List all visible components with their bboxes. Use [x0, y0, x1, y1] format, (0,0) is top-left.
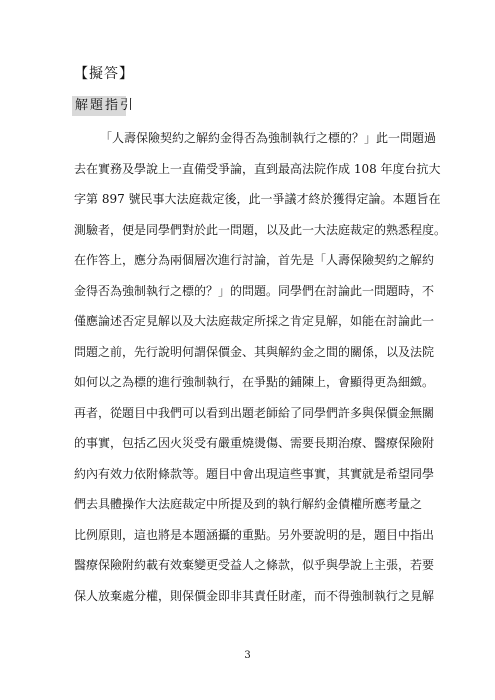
- body-line: 們去具體操作大法庭裁定中所提及到的執行解約金債權所應考量之: [74, 497, 423, 511]
- body-line: 約內有效力依附條款等。題目中會出現這些事實，其實就是希望同學: [74, 466, 435, 481]
- body-line: 僅應論述否定見解以及大法庭裁定所採之肯定見解，如能在討論此一: [74, 314, 435, 328]
- section-subheading: 解題指引: [72, 96, 126, 116]
- body-line: 測驗者，便是同學們對於此一問題，以及此一大法庭裁定的熟悉程度。: [74, 222, 447, 237]
- body-line: 如何以之為標的進行強制執行，在爭點的鋪陳上，會顯得更為細緻。: [74, 375, 435, 389]
- body-line: 醫療保險附約載有效棄變更受益人之條款，似乎與學說上主張，若要: [74, 558, 435, 572]
- page-number: 3: [244, 650, 251, 661]
- body-line: 問題之前，先行說明何謂保價金、其與解約金之間的關係，以及法院: [74, 344, 435, 359]
- body-line: 比例原則，這也將是本題涵攝的重點。另外要說明的是，題目中指出: [74, 527, 435, 542]
- body-line: 「人壽保險契約之解約金得否為強制執行之標的？」此一問題過: [100, 131, 437, 145]
- body-line: 再者，從題目中我們可以看到出題老師給了同學們許多與保價金無關: [74, 405, 435, 420]
- body-line: 的事實，包括乙因火災受有嚴重燒燙傷、需要長期治療、醫療保險附: [74, 436, 435, 450]
- body-line: 在作答上，應分為兩個層次進行討論，首先是「人壽保險契約之解約: [74, 253, 435, 267]
- body-line: 保人放棄處分權，則保價金即非其責任財產，而不得強制執行之見解: [74, 588, 435, 603]
- body-line: 字第 897 號民事大法庭裁定後，此一爭議才終於獲得定論。本題旨在: [74, 192, 441, 206]
- body-line: 去在實務及學說上一直備受爭論，直到最高法院作成 108 年度台抗大: [74, 161, 441, 176]
- body-paragraph: [74, 123, 447, 611]
- answer-heading: 【擬答】: [74, 66, 134, 82]
- body-line: 金得否為強制執行之標的？」的問題。同學們在討論此一問題時，不: [74, 283, 435, 298]
